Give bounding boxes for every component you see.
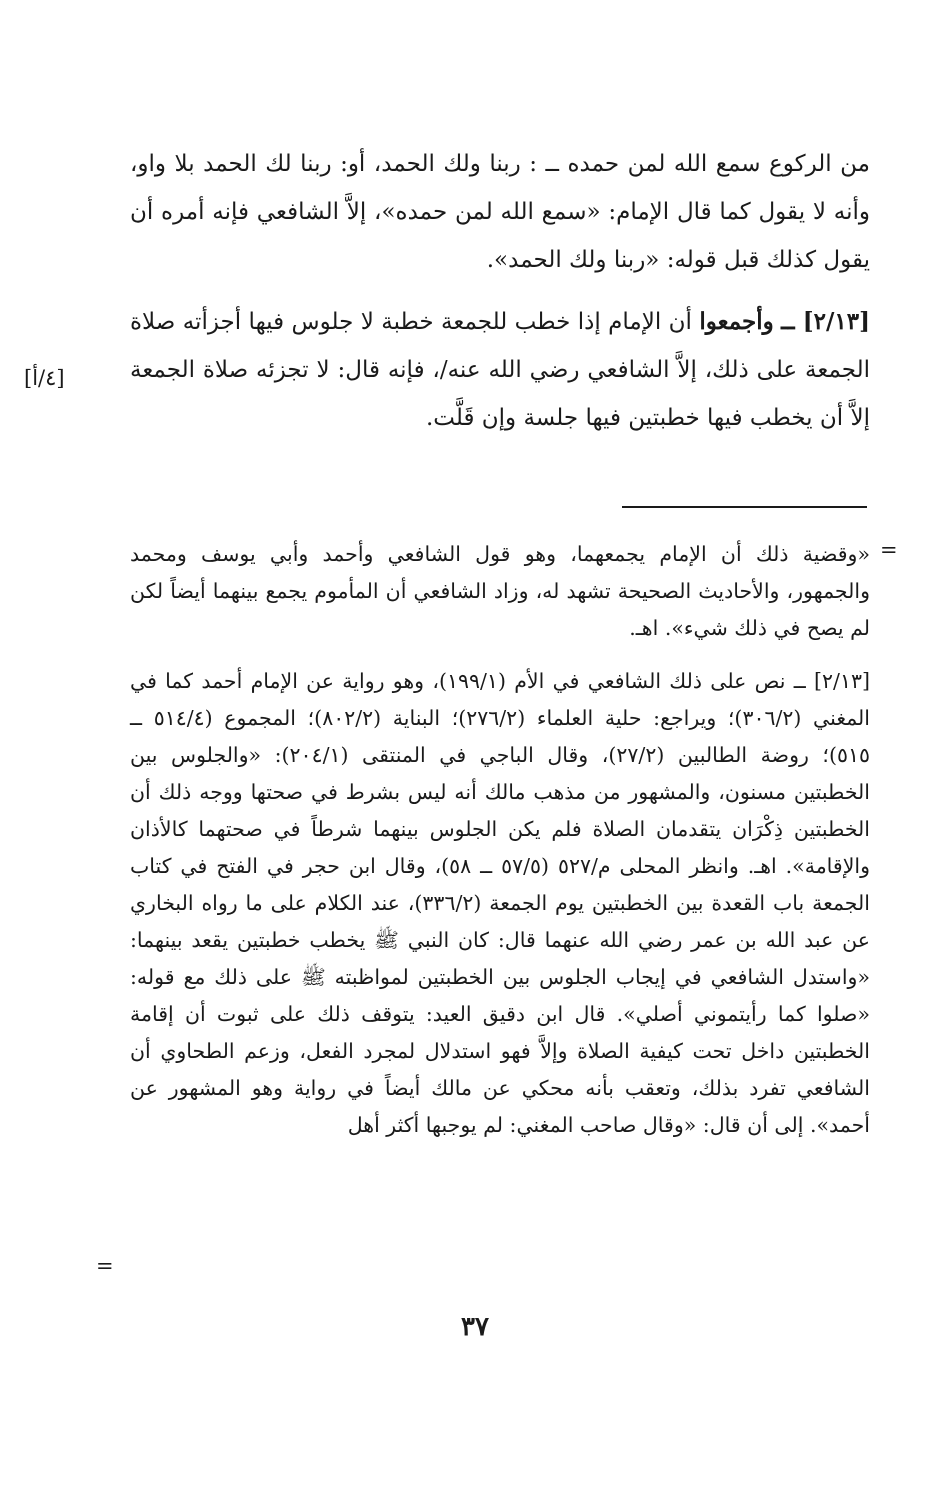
footnote-2: [٢/١٣] ــ نص على ذلك الشافعي في الأم (١٩٩/١)، وهو رواية عن الإمام أحمد كما في المغني (٣٠٦/٢)؛ ويراجع: حلية العلماء (٢٧٦/٢)؛ البناية (٨٠٢/٢)؛ المجموع (٥١٤/٤ ــ ٥١٥)؛ روضة الطالبين (٢٧/٢)، وقال الباجي في المنتقى (٢٠٤/١): «والجلوس بين الخطبتين مسنون، والمشهور من مذهب مالك أنه ليس بشرط في صحتها ووجه ذلك أن الخطبتين ذِكْرَان يتقدمان الصلاة فلم يكن الجلوس بينهما شرطاً في صحتهما كالأذان والإقامة». اهـ. وانظر المحلى م/٥٢٧ (٥٧/٥ ــ ٥٨)، وقال ابن حجر في الفتح في كتاب الجمعة باب القعدة بين الخطبتين يوم الجمعة (٣٣٦/٢)، عند الكلام على ما رواه البخاري عن عبد الله بن عمر رضي الله عنهما قال: كان النبي ﷺ يخطب خطبتين يقعد بينهما: «واستدل الشافعي في إيجاب الجلوس بين الخطبتين لمواظبته ﷺ على ذلك مع قوله: «صلوا كما رأيتموني أصلي». قال ابن دقيق العيد: يتوقف ذلك على ثبوت أن إقامة الخطبتين داخل تحت كيفية الصلاة وإلاَّ فهو استدلال لمجرد الفعل، وزعم الطحاوي أن الشافعي تفرد بذلك، وتعقب بأنه محكي عن مالك أيضاً في رواية وهو المشهور عن أحمد». إلى أن قال: «وقال صاحب المغني: لم يوجبها أكثر أهل (130, 669, 871, 1137)
paragraph-lead-word: وأجمعوا (699, 308, 774, 335)
footnote-1: «وقضية ذلك أن الإمام يجمعهما، وهو قول الشافعي وأحمد وأبي يوسف ومحمد والجمهور، والأحاديث الصحيحة تشهد له، وزاد الشافعي أن المأموم يجمع بينهما أيضاً لكن لم يصح في ذلك شيء». اهـ. (130, 542, 870, 640)
main-text (130, 140, 870, 442)
footnote-separator (622, 506, 867, 508)
manuscript-folio-marker: [٤/أ] (24, 366, 65, 390)
main-paragraph-2 (130, 298, 870, 442)
footnote-continuation-start: = (880, 538, 898, 562)
footnote-continuation-end: = (96, 1254, 114, 1278)
paragraph-ref: [٢/١٣] ــ (781, 308, 871, 335)
main-paragraph-1: من الركوع سمع الله لمن حمده ــ : ربنا ولك الحمد، أو: ربنا لك الحمد بلا واو، وأنه لا يقول كما قال الإمام: «سمع الله لمن حمده»، إلاَّ الشافعي فإنه أمره أن يقول كذلك قبل قوله: «ربنا ولك الحمد». (130, 151, 870, 273)
page-number: ٣٧ (461, 1312, 489, 1342)
paragraph-2-text: أن الإمام إذا خطب للجمعة خطبة لا جلوس فيها أجزأته صلاة الجمعة على ذلك، إلاَّ الشافعي رضي الله عنه/، فإنه قال: لا تجزئه صلاة الجمعة إلاَّ أن يخطب فيها خطبتين فيها جلسة وإن قَلَّت. (130, 309, 870, 431)
footnotes (130, 536, 870, 1144)
